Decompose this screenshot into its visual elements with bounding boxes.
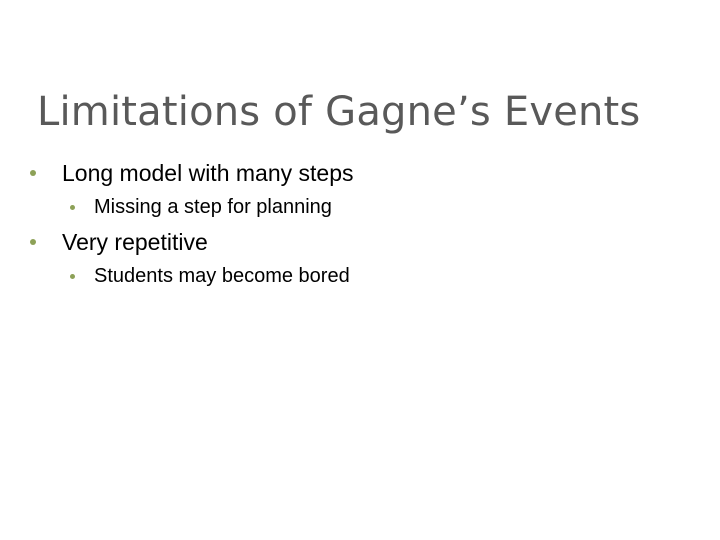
bullet-text: Very repetitive xyxy=(62,229,208,255)
sub-bullet-marker-icon xyxy=(70,274,75,279)
bullet-marker-icon xyxy=(30,239,36,245)
slide-title: Limitations of Gagne’s Events xyxy=(37,89,641,135)
sub-bullet-text: Students may become bored xyxy=(94,265,350,287)
bullet-item xyxy=(30,159,354,187)
sub-bullet-text: Missing a step for planning xyxy=(94,196,332,218)
bullet-item xyxy=(30,228,208,256)
bullet-text: Long model with many steps xyxy=(62,160,354,186)
sub-bullet-marker-icon xyxy=(70,205,75,210)
bullet-marker-icon xyxy=(30,170,36,176)
sub-bullet-item xyxy=(70,195,332,219)
sub-bullet-item xyxy=(70,264,350,288)
